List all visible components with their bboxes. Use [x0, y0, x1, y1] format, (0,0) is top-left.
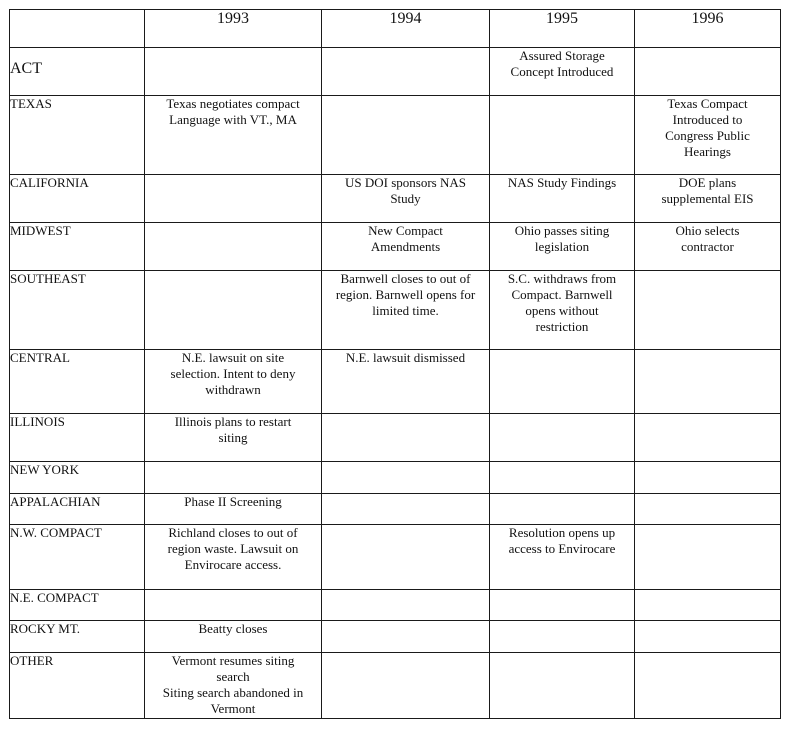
table-row	[10, 462, 781, 494]
table-row	[10, 350, 781, 414]
table-cell	[635, 652, 781, 718]
table-cell	[635, 621, 781, 653]
cell-text-line: Envirocare access.	[184, 557, 282, 573]
cell-text-line: Language with VT., MA	[169, 111, 297, 127]
table-cell	[490, 414, 635, 462]
table-cell	[145, 48, 322, 96]
table-cell	[490, 462, 635, 494]
cell-text-line: S.C. withdraws from	[507, 270, 617, 286]
table-cell	[635, 270, 781, 349]
table-cell	[490, 652, 635, 718]
cell-text-line: access to Envirocare	[508, 541, 616, 557]
row-label: OTHER	[10, 652, 145, 718]
table-cell	[635, 95, 781, 174]
table-cell	[322, 652, 490, 718]
table-cell	[145, 462, 322, 494]
table-cell	[490, 175, 635, 223]
row-label: CENTRAL	[10, 350, 145, 414]
cell-text-line: Richland closes to out of	[168, 525, 298, 541]
corner-cell	[10, 10, 145, 48]
table-cell	[490, 223, 635, 271]
cell-text-line: search	[216, 668, 250, 684]
table-cell	[322, 350, 490, 414]
table-cell	[145, 621, 322, 653]
table-cell	[635, 414, 781, 462]
table-cell	[490, 589, 635, 621]
cell-text-line: selection. Intent to deny	[170, 366, 296, 382]
table-cell	[322, 462, 490, 494]
cell-text-line: Texas Compact	[667, 95, 748, 111]
table-cell	[635, 48, 781, 96]
table-cell	[145, 350, 322, 414]
table-row	[10, 223, 781, 271]
table-row	[10, 493, 781, 525]
row-label: N.E. COMPACT	[10, 589, 145, 621]
cell-text-line: Assured Storage	[519, 48, 605, 63]
year-header: 1994	[322, 10, 490, 48]
table-row	[10, 95, 781, 174]
cell-text-line: Resolution opens up	[508, 525, 616, 541]
table-cell	[145, 270, 322, 349]
table-cell	[145, 175, 322, 223]
row-label: APPALACHIAN	[10, 493, 145, 525]
table-cell	[490, 525, 635, 589]
table-cell	[322, 414, 490, 462]
row-label: SOUTHEAST	[10, 270, 145, 349]
cell-text-line: legislation	[534, 239, 590, 255]
table-cell	[322, 48, 490, 96]
cell-text-line: siting	[218, 430, 248, 446]
cell-text-line: Congress Public	[665, 127, 750, 143]
cell-text-line: Phase II Screening	[184, 493, 282, 509]
table-cell	[635, 525, 781, 589]
cell-text-line: Introduced to	[672, 111, 743, 127]
cell-text-line: Texas negotiates compact	[166, 95, 300, 111]
table-cell	[490, 493, 635, 525]
cell-text-line: Vermont resumes siting	[171, 652, 295, 668]
table-cell	[145, 525, 322, 589]
table-cell	[490, 48, 635, 96]
table-cell	[322, 589, 490, 621]
table-row	[10, 270, 781, 349]
table-cell	[635, 175, 781, 223]
cell-text-line: Ohio selects	[675, 223, 740, 239]
compact-timeline-table	[9, 9, 781, 719]
table-cell	[635, 493, 781, 525]
cell-text-line: region. Barnwell opens for	[335, 286, 476, 302]
year-header: 1995	[490, 10, 635, 48]
cell-text-line: opens without	[525, 302, 599, 318]
cell-text-line: region waste. Lawsuit on	[167, 541, 299, 557]
row-label: CALIFORNIA	[10, 175, 145, 223]
cell-text-line: New Compact	[368, 223, 443, 239]
table-cell	[322, 270, 490, 349]
table-cell	[322, 621, 490, 653]
cell-text-line: restriction	[535, 318, 589, 334]
cell-text-line: limited time.	[372, 302, 439, 318]
table-cell	[490, 270, 635, 349]
table-cell	[635, 589, 781, 621]
table-cell	[145, 652, 322, 718]
row-label: MIDWEST	[10, 223, 145, 271]
cell-text-line: Concept Introduced	[510, 64, 614, 79]
table-cell	[145, 95, 322, 174]
cell-text-line: DOE plans	[678, 175, 737, 191]
table-cell	[322, 175, 490, 223]
cell-text-line: Amendments	[370, 239, 441, 255]
table-cell	[145, 493, 322, 525]
year-header: 1996	[635, 10, 781, 48]
table-cell	[635, 350, 781, 414]
cell-text-line: Vermont	[210, 700, 256, 716]
row-label: N.W. COMPACT	[10, 525, 145, 589]
row-label: TEXAS	[10, 95, 145, 174]
cell-text-line: Siting search abandoned in	[162, 684, 304, 700]
cell-text-line: contractor	[681, 239, 734, 255]
table-cell	[145, 414, 322, 462]
cell-text-line: withdrawn	[205, 382, 261, 398]
table-row	[10, 652, 781, 718]
cell-text-line: Illinois plans to restart	[174, 414, 292, 430]
cell-text-line: Study	[390, 191, 421, 207]
cell-text-line: Hearings	[684, 143, 731, 159]
row-label: NEW YORK	[10, 462, 145, 494]
table-cell	[490, 621, 635, 653]
table-row	[10, 175, 781, 223]
table-cell	[635, 223, 781, 271]
table-row	[10, 414, 781, 462]
table-cell	[635, 462, 781, 494]
cell-text-line: Barnwell closes to out of	[340, 270, 471, 286]
year-header: 1993	[145, 10, 322, 48]
table-cell	[322, 525, 490, 589]
cell-text-line: US DOI sponsors NAS	[345, 175, 466, 191]
table-row	[10, 621, 781, 653]
table-cell	[322, 95, 490, 174]
cell-text-line: N.E. lawsuit dismissed	[345, 350, 466, 366]
cell-text-line: Beatty closes	[198, 621, 268, 637]
cell-text-line: supplemental EIS	[661, 191, 754, 207]
table-cell	[490, 95, 635, 174]
header-row	[10, 10, 781, 48]
table-cell	[145, 589, 322, 621]
table-cell	[322, 223, 490, 271]
cell-text-line: N.E. lawsuit on site	[181, 350, 285, 366]
cell-text-line: Ohio passes siting	[514, 223, 610, 239]
row-label: ROCKY MT.	[10, 621, 145, 653]
table-row	[10, 589, 781, 621]
table-cell	[490, 350, 635, 414]
row-label: ILLINOIS	[10, 414, 145, 462]
cell-text-line: Compact. Barnwell	[511, 286, 613, 302]
table-row	[10, 48, 781, 96]
table-cell	[145, 223, 322, 271]
table-row	[10, 525, 781, 589]
table-cell	[322, 493, 490, 525]
cell-text-line: NAS Study Findings	[507, 175, 617, 191]
row-label: ACT	[10, 48, 145, 96]
